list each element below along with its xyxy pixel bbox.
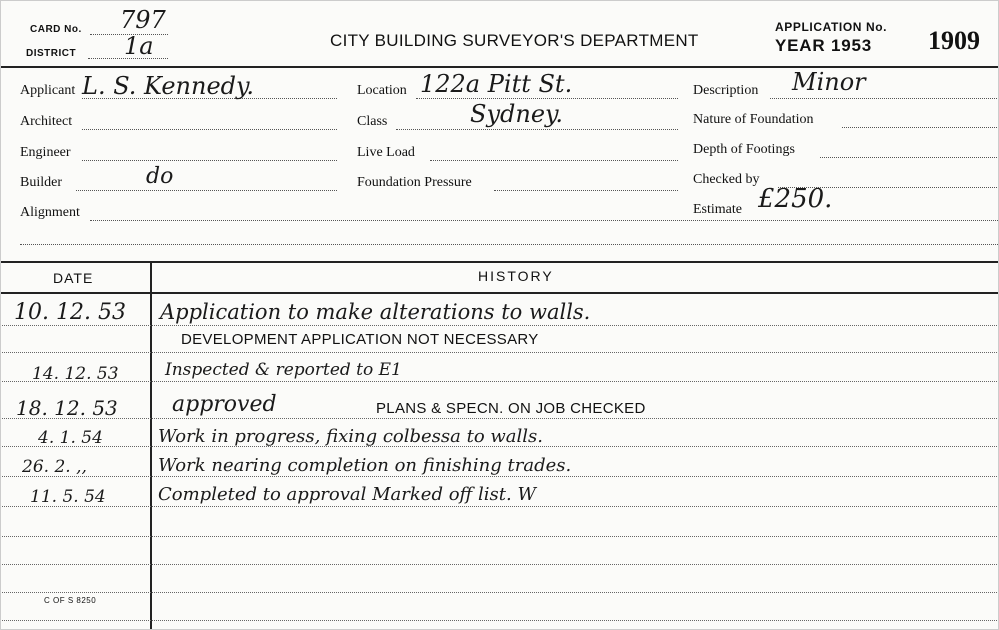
- checked-by-label: Checked by: [693, 172, 760, 187]
- class-value: Sydney.: [470, 100, 564, 128]
- district-value: 1a: [124, 32, 154, 60]
- district-label: DISTRICT: [26, 48, 77, 59]
- history-rule: [0, 564, 999, 565]
- history-text: Application to make alterations to walls.: [160, 300, 591, 324]
- depth-footings-label: Depth of Footings: [693, 142, 795, 157]
- history-date: 11. 5. 54: [30, 487, 106, 507]
- blank-line: [20, 244, 999, 245]
- application-number: 1909: [928, 26, 980, 55]
- live-load-line: [430, 160, 678, 161]
- history-text: Work in progress, fixing colbessa to walls.: [158, 426, 544, 447]
- applicant-value: L. S. Kennedy.: [82, 72, 255, 100]
- history-rule: [0, 536, 999, 537]
- description-line: [770, 98, 999, 99]
- history-rule: [0, 381, 999, 382]
- engineer-line: [82, 160, 337, 161]
- form-code: C OF S 8250: [44, 596, 97, 605]
- engineer-label: Engineer: [20, 145, 71, 160]
- description-label: Description: [693, 83, 759, 98]
- location-line: [416, 98, 678, 99]
- architect-label: Architect: [20, 114, 73, 129]
- builder-line: [76, 190, 337, 191]
- estimate-label: Estimate: [693, 202, 742, 217]
- checked-stamp: PLANS & SPECN. ON JOB CHECKED: [376, 400, 646, 417]
- history-rule: [0, 620, 999, 621]
- class-line: [396, 129, 678, 130]
- estimate-value: £250.: [758, 184, 833, 214]
- history-date: 14. 12. 53: [32, 364, 119, 384]
- description-value: Minor: [792, 68, 866, 96]
- location-value: 122a Pitt St.: [420, 70, 573, 98]
- depth-footings-line: [820, 157, 999, 158]
- location-label: Location: [357, 83, 407, 98]
- architect-line: [82, 129, 337, 130]
- applicant-label: Applicant: [20, 83, 76, 98]
- foundation-pressure-label: Foundation Pressure: [357, 175, 472, 190]
- history-rule: [0, 325, 999, 326]
- history-rule: [0, 506, 999, 507]
- history-rule: [0, 418, 999, 419]
- history-text: Completed to approval Marked off list. W: [158, 484, 536, 505]
- year-label: YEAR 1953: [775, 36, 872, 55]
- card-no-label: CARD No.: [30, 24, 82, 35]
- history-text: approved: [172, 392, 277, 417]
- history-rule: [0, 352, 999, 353]
- application-no-label: APPLICATION No.: [775, 20, 888, 34]
- nature-foundation-label: Nature of Foundation: [693, 112, 814, 127]
- foundation-pressure-line: [494, 190, 678, 191]
- department-title: CITY BUILDING SURVEYOR'S DEPARTMENT: [330, 31, 699, 50]
- alignment-label: Alignment: [20, 205, 80, 220]
- history-rule: [0, 476, 999, 477]
- history-text: Work nearing completion on finishing trades.: [158, 455, 572, 476]
- alignment-line: [90, 220, 999, 221]
- history-text: Inspected & reported to E1: [165, 360, 402, 380]
- date-header: DATE: [53, 270, 94, 286]
- history-header: HISTORY: [478, 268, 554, 284]
- nature-foundation-line: [842, 127, 999, 128]
- history-stamp: DEVELOPMENT APPLICATION NOT NECESSARY: [181, 331, 539, 348]
- card-no-value: 797: [120, 6, 166, 34]
- live-load-label: Live Load: [357, 145, 415, 160]
- builder-value: do: [146, 164, 174, 189]
- history-date: 26. 2. ,,: [22, 457, 87, 477]
- history-date: 4. 1. 54: [38, 428, 103, 448]
- history-date: 10. 12. 53: [14, 300, 126, 325]
- class-label: Class: [357, 114, 388, 129]
- history-rule: [0, 592, 999, 593]
- history-date: 18. 12. 53: [16, 396, 118, 420]
- builder-label: Builder: [20, 175, 62, 190]
